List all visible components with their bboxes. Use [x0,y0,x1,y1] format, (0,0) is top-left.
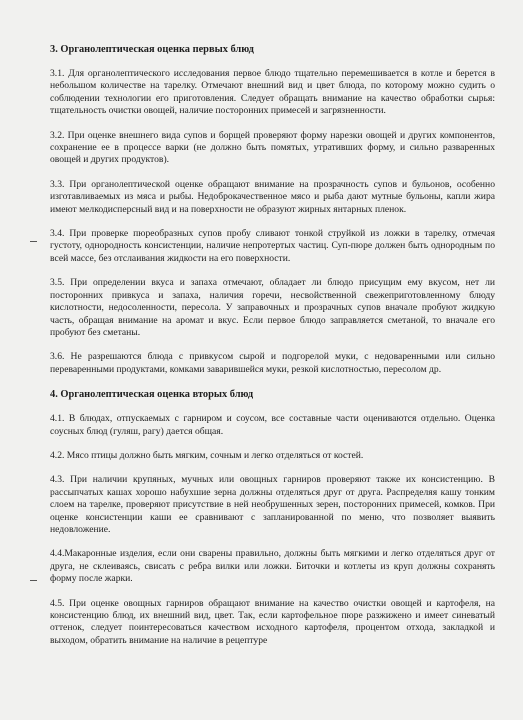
paragraph-3-5: 3.5. При определении вкуса и запаха отмечают, обладает ли блюдо присущим ему вкусом, нет ли посторонних привкуса и запаха, наличия горечи, несвойственной свежеприготовленному блюду кислотности, недосоленности, пересола. У заправочных и прозрачных супов вначале пробуют жидкую часть, обращая внимание на аромат и вкус. Если первое блюдо заправляется сметаной, то вначале его пробуют без сметаны. [50,277,495,338]
margin-tick-mark [30,241,37,242]
margin-tick-mark [30,580,37,581]
paragraph-4-3: 4.3. При наличии крупяных, мучных или овощных гарниров проверяют также их консистенцию. В рассыпчатых кашах хорошо набухшие зерна должны отделяться друг от друга. Распределяя кашу тонким слоем на тарелке, проверяют присутствие в ней необрушенных зерен, посторонних примесей, комков. При оценке консистенции каши ее сравнивают с запланированной по меню, что позволяет выявить недовложение. [50,474,495,535]
section-heading: 3. Органолептическая оценка первых блюд [50,44,254,55]
paragraph-3-3: 3.3. При органолептической оценке обращают внимание на прозрачность супов и бульонов, особенно изготавливаемых из мяса и рыбы. Недоброкачественное мясо и рыба дают мутные бульоны, капли жира имеют мелкодисперсный вид и на поверхности не образуют жирных янтарных пленок. [50,178,495,215]
paragraph-4-4: 4.4.Макаронные изделия, если они сварены правильно, должны быть мягкими и легко отделяться друг от друга, не склеиваясь, свисать с ребра вилки или ложки. Биточки и котлеты из круп должны сохранять форму после жарки. [50,548,495,585]
section-heading: 4. Органолептическая оценка вторых блюд [50,389,254,401]
paragraph-4-5: 4.5. При оценке овощных гарниров обращают внимание на качество очистки овощей и картофеля, на консистенцию блюд, их внешний вид, цвет. Так, если картофельное пюре разжижено и имеет синеватый оттенок, следует поинтересоваться качеством исходного картофеля, процентом отхода, закладкой и выходом, обратить внимание на наличие в рецептуре [50,597,495,646]
paragraph-3-1: 3.1. Для органолептического исследования первое блюдо тщательно перемешивается в котле и берется в небольшом количестве на тарелку. Отмечают внешний вид и цвет блюда, по которому можно судить о соблюдении технологии его приготовления. Следует обращать внимание на качество обработки сырья: тщательность очистки овощей, наличие посторонних примесей и загрязненности. [50,68,495,117]
section-first-courses [50,43,495,376]
paragraph-3-2: 3.2. При оценке внешнего вида супов и борщей проверяют форму нарезки овощей и других компонентов, сохранение ее в процессе варки (не должно быть помятых, утративших форму, и сильно разваренных овощей и других продуктов). [50,129,495,166]
paragraph-3-4: 3.4. При проверке пюреобразных супов пробу сливают тонкой струйкой из ложки в тарелку, отмечая густоту, однородность консистенции, наличие непротертых частиц. Суп-пюре должен быть однородным по всей массе, без отслаивания жидкости на его поверхности. [50,228,495,264]
paragraph-4-2: 4.2. Мясо птицы должно быть мягким, сочным и легко отделяться от костей. [50,449,364,461]
paragraph-4-1: 4.1. В блюдах, отпускаемых с гарниром и соусом, все составные части оцениваются отдельно. Оценка соусных блюд (гуляш, рагу) дается общая. [50,413,495,437]
paragraph-3-6: 3.6. Не разрешаются блюда с привкусом сырой и подгорелой муки, с недоваренными или сильно переваренными продуктами, комками заварившейся муки, резкой кислотностью, пересолом др. [50,351,495,375]
section-second-courses [50,388,495,647]
